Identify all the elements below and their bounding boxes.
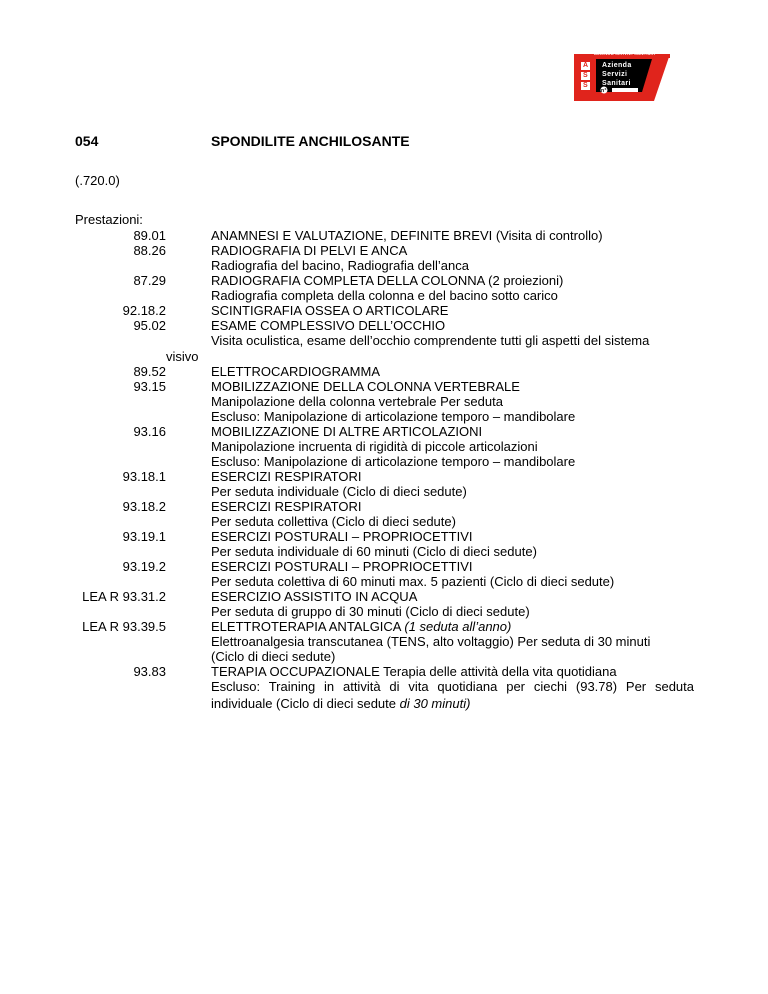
item-line: Per seduta colettiva di 60 minuti max. 5 pazienti (Ciclo di dieci sedute) (211, 574, 615, 589)
item-code: 93.15 (133, 379, 166, 394)
item-code: LEA R 93.39.5 (82, 619, 166, 634)
last-paragraph (211, 678, 694, 712)
prestazioni-label: Prestazioni: (75, 212, 143, 227)
item-line: TERAPIA OCCUPAZIONALE Terapia delle attività della vita quotidiana (211, 664, 617, 679)
logo-word-servizi: Servizi (602, 71, 628, 78)
item-code: 93.18.2 (122, 499, 166, 514)
logo-letter-a: A (583, 62, 589, 69)
item-line: ESERCIZIO ASSISTITO IN ACQUA (211, 589, 418, 604)
item-code: 93.83 (133, 664, 166, 679)
item-line: Escluso: Manipolazione di articolazione temporo – mandibolare (211, 454, 576, 469)
item-line: Escluso: Manipolazione di articolazione temporo – mandibolare (211, 409, 576, 424)
item-line: ELETTROCARDIOGRAMMA (211, 364, 381, 379)
item-line: Visita oculistica, esame dell’occhio comprendente tutti gli aspetti del sistema (211, 333, 650, 348)
item-code: 93.19.1 (122, 529, 166, 544)
disease-title: SPONDILITE ANCHILOSANTE (211, 133, 410, 149)
item-line: Elettroanalgesia transcutanea (TENS, alto voltaggio) Per seduta di 30 minuti (211, 634, 651, 649)
item-code: 89.01 (133, 228, 166, 243)
item-line: RADIOGRAFIA DI PELVI E ANCA (211, 243, 408, 258)
logo-top-band: AZIENDA SERVIZI SANITARI (594, 51, 656, 56)
item-line-elettroterapia (211, 619, 511, 634)
item-code: 93.16 (133, 424, 166, 439)
item-code: 95.02 (133, 318, 166, 333)
item-line: Radiografia completa della colonna e del bacino sotto carico (211, 288, 558, 303)
logo-number: n°1 (601, 88, 611, 94)
item-line: Per seduta di gruppo di 30 minuti (Ciclo di dieci sedute) (211, 604, 530, 619)
item-line-italic-note: (1 seduta all’anno) (404, 619, 512, 634)
icd-code: (.720.0) (75, 173, 120, 188)
item-line: ESERCIZI RESPIRATORI (211, 469, 362, 484)
item-code: 88.26 (133, 243, 166, 258)
item-code: 89.52 (133, 364, 166, 379)
last-paragraph-italic: di 30 minuti) (399, 696, 471, 711)
logo-letter-s2: S (583, 82, 589, 89)
item-line: Per seduta individuale (Ciclo di dieci sedute) (211, 484, 467, 499)
item-line: ANAMNESI E VALUTAZIONE, DEFINITE BREVI (Visita di controllo) (211, 228, 603, 243)
item-line: Manipolazione della colonna vertebrale Per seduta (211, 394, 503, 409)
item-code: LEA R 93.31.2 (82, 589, 166, 604)
item-line: Manipolazione incruenta di rigidità di piccole articolazioni (211, 439, 538, 454)
item-line: SCINTIGRAFIA OSSEA O ARTICOLARE (211, 303, 449, 318)
item-line: MOBILIZZAZIONE DI ALTRE ARTICOLAZIONI (211, 424, 483, 439)
item-line: Per seduta collettiva (Ciclo di dieci sedute) (211, 514, 456, 529)
item-line: RADIOGRAFIA COMPLETA DELLA COLONNA (2 proiezioni) (211, 273, 564, 288)
item-line: (Ciclo di dieci sedute) (211, 649, 336, 664)
wrapped-word: visivo (166, 349, 199, 364)
item-line: ESERCIZI POSTURALI – PROPRIOCETTIVI (211, 559, 473, 574)
item-code: 87.29 (133, 273, 166, 288)
item-line: ESAME COMPLESSIVO DELL’OCCHIO (211, 318, 446, 333)
logo-word-sanitari: Sanitari (602, 80, 631, 87)
item-line: ELETTROTERAPIA ANTALGICA (211, 619, 405, 634)
last-paragraph-text: Escluso: Training in attività di vita quotidiana per ciechi (93.78) Per seduta individuale (Ciclo di dieci sedute (211, 679, 694, 711)
item-line: MOBILIZZAZIONE DELLA COLONNA VERTEBRALE (211, 379, 520, 394)
asl-logo (574, 50, 670, 101)
disease-code: 054 (75, 133, 99, 149)
item-code: 93.18.1 (122, 469, 166, 484)
logo-word-azienda: Azienda (602, 62, 632, 69)
item-line: Per seduta individuale di 60 minuti (Ciclo di dieci sedute) (211, 544, 537, 559)
item-line: ESERCIZI RESPIRATORI (211, 499, 362, 514)
item-code: 92.18.2 (122, 303, 166, 318)
item-line: Radiografia del bacino, Radiografia dell’anca (211, 258, 470, 273)
item-code: 93.19.2 (122, 559, 166, 574)
item-line: ESERCIZI POSTURALI – PROPRIOCETTIVI (211, 529, 473, 544)
logo-letter-s1: S (583, 72, 589, 79)
